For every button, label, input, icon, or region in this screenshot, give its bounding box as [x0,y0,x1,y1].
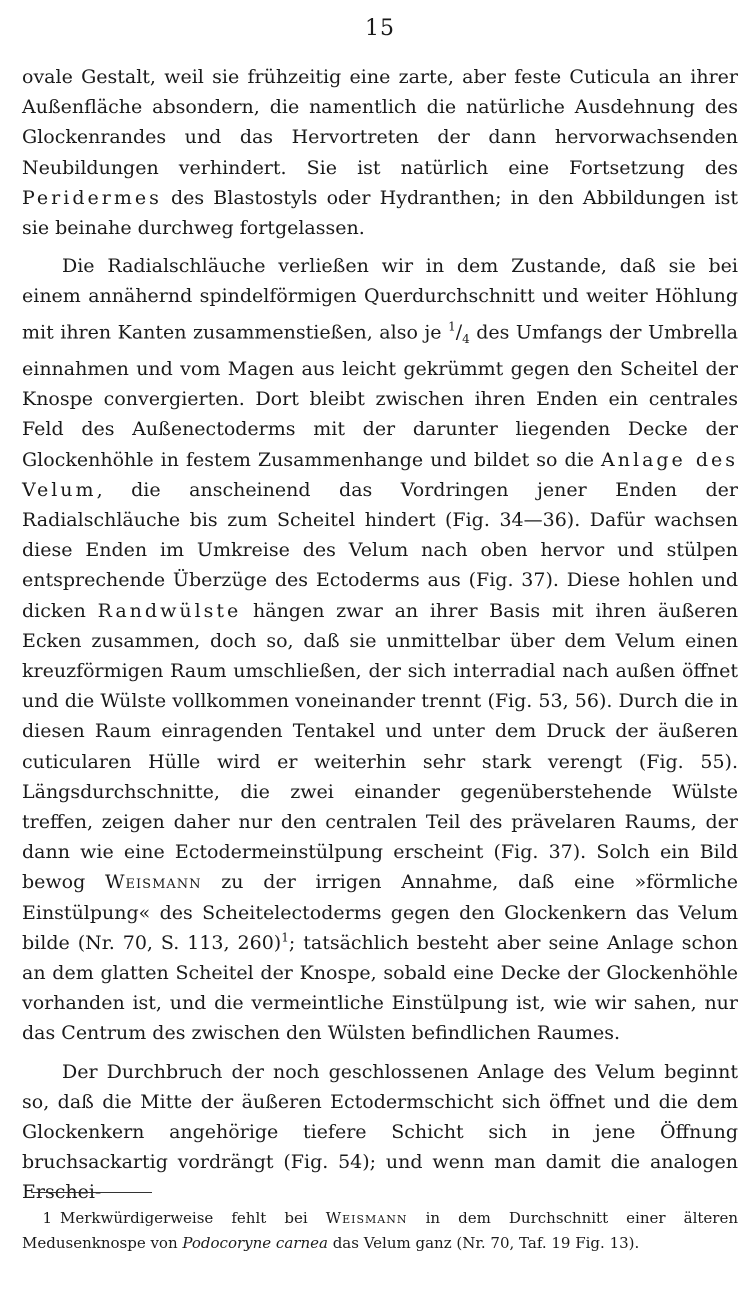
fraction-numerator: 1 [448,319,456,334]
term-peridermes: Peridermes [22,186,162,209]
body-text [22,62,738,1216]
footnote-author-weismann: Weismann [325,1209,408,1227]
paragraph-2-text-a: Die Radialschläuche verließen wir in dem Zustande, daß sie bei einem annähernd spindelförmigen Querdurchschnitt und weiter Höhlung mit ihren Kanten zusammenstießen, also je [22,255,738,343]
paragraph-2-text-f: ; tatsächlich besteht aber seine Anlage schon an dem glatten Scheitel der Knospe, sobald eine Decke der Glockenhöhle vorhanden ist, und die vermeintliche Einstülpung ist, wie wir sahen, nur das Centrum des zwischen den Wülsten befindlichen Raumes. [22,931,738,1045]
footnote-divider [32,1192,152,1193]
paragraph-3-text: Der Durchbruch der noch geschlossenen Anlage des Velum beginnt so, daß die Mitte der äußeren Ectodermschicht sich öffnet und die dem Glockenkern angehörige tiefere Schicht sich in jene Öffnung bruchsackartig vordrängt (Fig. 54); und wenn man damit die analogen Erschei- [22,1060,738,1204]
fraction-denominator: 4 [462,331,470,346]
footnote-marker: 1 [42,1209,52,1227]
species-name: Podocoryne carnea [182,1234,328,1252]
footnote-text-c: das Velum ganz (Nr. 70, Taf. 19 Fig. 13). [327,1234,640,1252]
fraction-one-quarter [448,319,470,346]
footnote-text-a: Merkwürdigerweise fehlt bei [60,1209,326,1227]
footnote [22,1206,738,1256]
paragraph-1 [22,62,738,243]
paragraph-1-text-a: ovale Gestalt, weil sie frühzeitig eine zarte, aber feste Cuticula an ihrer Außenfläche absondern, die namentlich die natürliche Ausdehnung des Glockenrandes und das Hervortreten der dann hervorwachsenden Neubildungen verhindert. Sie ist natürlich eine Fortsetzung des [22,66,738,179]
page-number: 15 [365,16,395,41]
paragraph-1-text-b: des Blastostyls oder Hydranthen; in den Abbildungen ist sie beinahe durchweg fortgelassen. [22,186,738,240]
paragraph-2-text-b: des Umfangs der Umbrella einnahmen und vom Magen aus leicht gekrümmt gegen den Scheitel der Knospe convergierten. Dort bleibt zwischen ihren Enden ein centrales Feld des Außenectoderms mit der darunter liegenden Decke der Glockenhöhle in festem Zusammenhange und bildet so die [22,320,738,471]
fraction-slash: / [455,320,463,343]
paragraph-3 [22,1057,738,1208]
footnote-text-b: in dem Durchschnitt einer älteren Medusenknospe von [22,1209,738,1252]
paragraph-2 [22,251,738,1048]
paragraph-2-text-c: , die anscheinend das Vordringen jener Enden der Radialschläuche bis zum Scheitel hindert (Fig. 34—36). Dafür wachsen diese Enden im Umkreise des Velum nach oben hervor und stülpen entsprechende Überzüge des Ectoderms aus (Fig. 37). Diese hohlen und dicken [22,478,738,622]
paragraph-2-text-d: hängen zwar an ihrer Basis mit ihren äußeren Ecken zusammen, doch so, daß sie unmittelbar über dem Velum einen kreuzförmigen Raum umschließen, der sich interradial nach außen öffnet und die Wülste vollkommen voneinander trennt (Fig. 53, 56). Durch die in diesen Raum einragenden Tentakel und unter dem Druck der äußeren cuticularen Hülle wird er weiterhin sehr stark verengt (Fig. 55). Längsdurchschnitte, die zwei einander gegenüberstehende Wülste treffen, zeigen daher nur den centralen Teil des prävelaren Raums, der dann wie eine Ectodermeinstülpung erscheint (Fig. 37). Solch ein Bild bewog [22,599,738,894]
term-anlage-des-velum: Anlage des Velum [22,448,738,501]
footnote-reference: 1 [281,930,289,945]
paragraph-2-text-e: zu der irrigen Annahme, daß eine »förmliche Einstülpung« des Scheitelectoderms gegen den Glockenkern das Velum bilde (Nr. 70, S. 113, 260) [22,871,738,954]
book-page [22,0,738,1300]
author-weismann: Weismann [105,871,202,894]
term-randwulste: Randwülste [97,599,242,622]
